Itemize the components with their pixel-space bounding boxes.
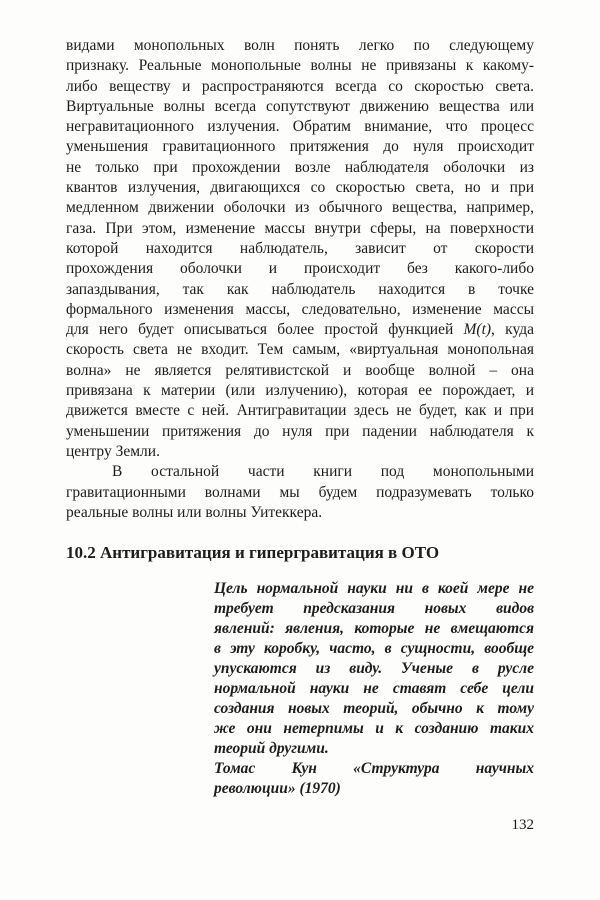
text-line: центру Земли. (66, 442, 160, 460)
text-line: видами монопольных волн понять легко по следующему (66, 37, 534, 54)
text-line: признаку. Реальные монопольные волны не привязаны к какому- (66, 57, 534, 75)
quote-attribution (214, 759, 534, 799)
text-line: уменьшении притяжения до нуля при падении наблюдателя к (66, 422, 534, 440)
text-line: нормальной науки не ставят себе цели (214, 680, 534, 698)
section-heading: 10.2 Антигравитация и гипергравитация в ОТО (66, 543, 440, 563)
text-line: не только при прохождении возле наблюдателя оболочки из (66, 158, 534, 176)
quote-body (214, 579, 534, 759)
text-line: Цель нормальной науки ни в коей мере не (214, 580, 534, 598)
text-line: явлений: явления, которые не вмещаются (214, 620, 534, 638)
text-line: запаздывания, так как наблюдатель находится в точке (66, 280, 534, 298)
text-line: для него будет описываться более простой функцией M(t), куда (66, 321, 534, 339)
text-line: гравитационными волнами мы будем подразумевать только (66, 483, 534, 501)
text-line: реальные волны или волны Уитеккера. (66, 503, 323, 521)
text-line: прохождения оболочки и происходит без какого-либо (66, 260, 534, 278)
text-line: теорий другими. (214, 740, 329, 758)
text-line: квантов излучения, двигающихся со скоростью света, но и при (66, 179, 534, 197)
text-line: требует предсказания новых видов (214, 600, 534, 618)
text-line: движется вместе с ней. Антигравитации здесь не будет, как и при (66, 402, 534, 420)
epigraph-quote (214, 579, 534, 799)
text-line: которой находится наблюдатель, зависит от скорости (66, 239, 534, 257)
text-line: медленном движении оболочки из обычного вещества, например, (66, 199, 534, 217)
page-number: 132 (511, 817, 534, 834)
text-line: Томас Кун «Структура научных (214, 760, 534, 778)
text-line: В остальной части книги под монопольными (112, 463, 534, 481)
paragraph-continuation (66, 36, 534, 462)
text-line: привязана к материи (или излучению), которая ее порождает, и (66, 382, 534, 400)
paragraph (66, 462, 534, 523)
text-line: волна» не является релятивистской и вообще волной – она (66, 361, 534, 379)
text-line: негравитационного излучения. Обратим внимание, что процесс (66, 118, 534, 136)
text-line: упускаются из виду. Ученые в русле (214, 660, 534, 678)
text-line: газа. При этом, изменение массы внутри сферы, на поверхности (66, 219, 534, 237)
text-line: Виртуальные волны всегда сопутствуют движению вещества или (66, 97, 534, 115)
text-line: формального изменения массы, следовательно, изменение массы (66, 300, 534, 318)
text-line: в эту коробку, часто, в сущности, вообще (214, 640, 534, 658)
text-line: уменьшения гравитационного притяжения до нуля происходит (66, 138, 534, 156)
text-line: же они нетерпимы и к созданию таких (214, 720, 534, 738)
text-line: революции» (1970) (214, 780, 341, 798)
text-line: создания новых теорий, обычно к тому (214, 700, 534, 718)
text-line: либо веществу и распространяются всегда со скоростью света. (66, 77, 534, 95)
text-line: скорость света не входит. Тем самым, «виртуальная монопольная (66, 341, 534, 359)
